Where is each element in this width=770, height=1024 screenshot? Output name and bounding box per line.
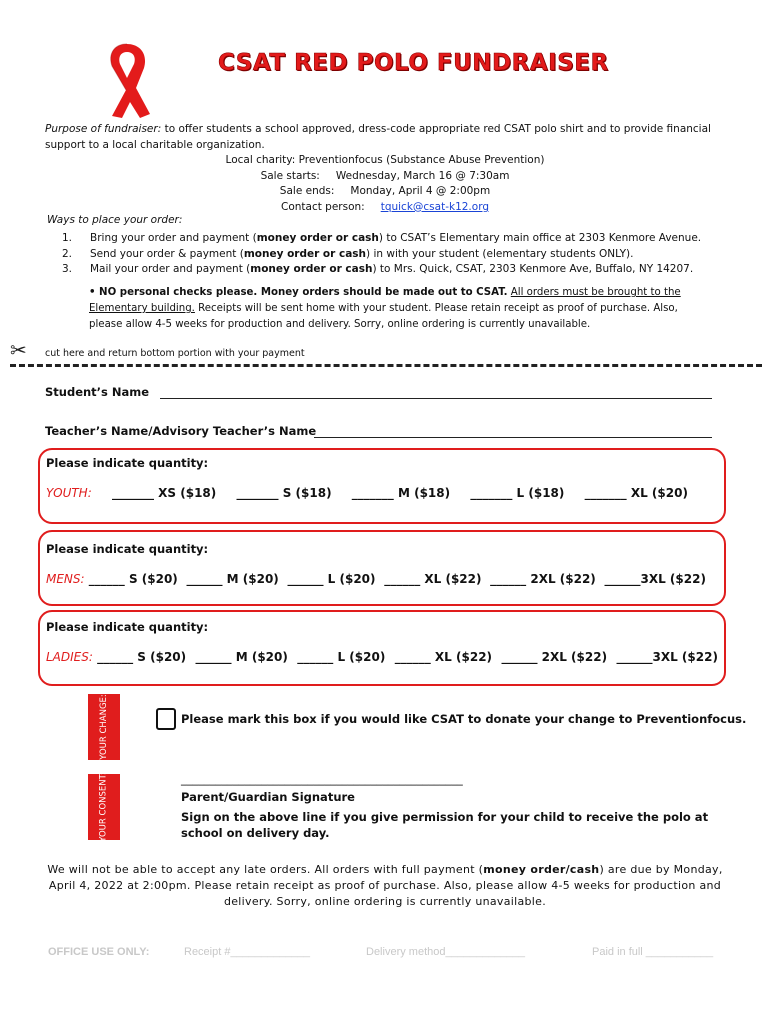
delivery-method-field: Delivery method_____________ bbox=[366, 946, 526, 958]
order-steps-list bbox=[62, 231, 742, 278]
receipt-field: Receipt #_____________ bbox=[184, 946, 311, 958]
youth-m-field[interactable]: _______ M ($18) bbox=[351, 486, 451, 500]
mens-3xl-field[interactable]: ______3XL ($22) bbox=[604, 572, 706, 586]
student-name-label: Student’s Name bbox=[45, 385, 150, 399]
office-use-label: OFFICE USE ONLY: bbox=[48, 946, 150, 958]
paid-in-full-field: Paid in full ___________ bbox=[592, 946, 714, 958]
cut-line-divider bbox=[10, 364, 762, 367]
youth-xl-field[interactable]: _______ XL ($20) bbox=[584, 486, 688, 500]
list-item: 1. Bring your order and payment (money order or cash) to CSAT’s Elementary main office at 2303 Kenmore Avenue. bbox=[62, 232, 702, 244]
page-title: CSAT RED POLO FUNDRAISER bbox=[218, 50, 609, 76]
donate-change-text: Please mark this box if you would like CSAT to donate your change to Preventionfocus. bbox=[181, 712, 747, 726]
ways-heading: Ways to place your order: bbox=[47, 214, 183, 226]
mens-xl-field[interactable]: ______ XL ($22) bbox=[384, 572, 482, 586]
late-orders-notice: We will not be able to accept any late orders. All orders with full payment (money order/cash) are due by Monday, April 4, 2022 at 2:00pm. Please retain receipt as proof of purchase. Also, please allow 4-5 weeks for production and delivery. Sorry, online ordering is currently unavailable. bbox=[47, 863, 723, 908]
quantity-label: Please indicate quantity: bbox=[46, 456, 209, 470]
mens-l-field[interactable]: ______ L ($20) bbox=[287, 572, 376, 586]
signature-line[interactable]: _________________________________________________ bbox=[181, 772, 463, 786]
note-bold: • NO personal checks please. Money orders should be made out to CSAT. bbox=[89, 287, 508, 298]
ladies-m-field[interactable]: ______ M ($20) bbox=[195, 650, 288, 664]
mens-label: MENS: bbox=[46, 572, 85, 586]
ladies-size-row bbox=[46, 650, 718, 664]
red-ribbon-icon bbox=[92, 38, 162, 120]
sale-ends-value: Monday, April 4 @ 2:00pm bbox=[350, 185, 491, 198]
your-change-tag: YOUR CHANGE: bbox=[88, 694, 120, 760]
teacher-name-field[interactable] bbox=[314, 437, 712, 438]
youth-size-row bbox=[46, 486, 688, 500]
cut-instruction: cut here and return bottom portion with your payment bbox=[45, 348, 305, 359]
ladies-quantity-box bbox=[38, 610, 726, 686]
youth-l-field[interactable]: _______ L ($18) bbox=[470, 486, 565, 500]
youth-xs-field[interactable]: _______ XS ($18) bbox=[112, 486, 217, 500]
donate-change-checkbox[interactable] bbox=[156, 708, 176, 730]
ladies-l-field[interactable]: ______ L ($20) bbox=[297, 650, 386, 664]
list-item: 3. Mail your order and payment (money order or cash) to Mrs. Quick, CSAT, 2303 Kenmore Ave, Buffalo, NY 14207. bbox=[62, 263, 694, 276]
ladies-3xl-field[interactable]: ______3XL ($22) bbox=[616, 650, 718, 664]
youth-quantity-box bbox=[38, 448, 726, 524]
payment-note bbox=[89, 285, 689, 333]
mens-quantity-box bbox=[38, 530, 726, 606]
contact-email-link[interactable]: tquick@csat-k12.org bbox=[380, 200, 489, 213]
contact-label: Contact person: bbox=[280, 200, 365, 213]
mens-2xl-field[interactable]: ______ 2XL ($22) bbox=[490, 572, 596, 586]
note-rest: Receipts will be sent home with your student. Please retain receipt as proof of purchase. Also, please allow 4-5 weeks for production and delivery. Sorry, online ordering is currently unavailable. bbox=[89, 303, 678, 330]
ladies-xl-field[interactable]: ______ XL ($22) bbox=[394, 650, 493, 664]
youth-label: YOUTH: bbox=[46, 486, 92, 500]
mens-size-row bbox=[46, 572, 706, 586]
sale-info bbox=[0, 153, 770, 215]
sale-starts-value: Wednesday, March 16 @ 7:30am bbox=[335, 169, 510, 182]
scissors-icon: ✂ bbox=[10, 338, 27, 362]
student-name-field[interactable] bbox=[160, 398, 712, 399]
teacher-name-label: Teacher’s Name/Advisory Teacher’s Name bbox=[45, 424, 317, 438]
sale-ends-line bbox=[0, 184, 770, 200]
signature-label: Parent/Guardian Signature bbox=[181, 790, 355, 804]
mens-s-field[interactable]: ______ S ($20) bbox=[88, 572, 178, 586]
sale-starts-line bbox=[0, 169, 770, 185]
ladies-2xl-field[interactable]: ______ 2XL ($22) bbox=[501, 650, 608, 664]
your-consent-tag: YOUR CONSENT: bbox=[88, 774, 120, 840]
list-item: 2. Send your order & payment (money order or cash) in with your student (elementary students ONLY). bbox=[62, 247, 634, 260]
sale-starts-label: Sale starts: bbox=[260, 169, 320, 182]
purpose-paragraph bbox=[45, 122, 725, 153]
purpose-text: to offer students a school approved, dress-code appropriate red CSAT polo shirt and to provide financial support to a local charitable organization. bbox=[45, 123, 711, 151]
note-underline: All orders must be brought to the Elementary building. bbox=[89, 287, 681, 314]
purpose-label: Purpose of fundraiser: bbox=[45, 123, 162, 135]
ladies-label: LADIES: bbox=[46, 650, 93, 664]
ladies-s-field[interactable]: ______ S ($20) bbox=[97, 650, 187, 664]
quantity-label: Please indicate quantity: bbox=[46, 542, 209, 556]
youth-s-field[interactable]: _______ S ($18) bbox=[236, 486, 332, 500]
mens-m-field[interactable]: ______ M ($20) bbox=[186, 572, 279, 586]
quantity-label: Please indicate quantity: bbox=[46, 620, 209, 634]
charity-line: Local charity: Preventionfocus (Substance Abuse Prevention) bbox=[225, 154, 545, 166]
sale-ends-label: Sale ends: bbox=[279, 185, 335, 198]
consent-text: Sign on the above line if you give permission for your child to receive the polo at school on delivery day. bbox=[181, 810, 709, 840]
